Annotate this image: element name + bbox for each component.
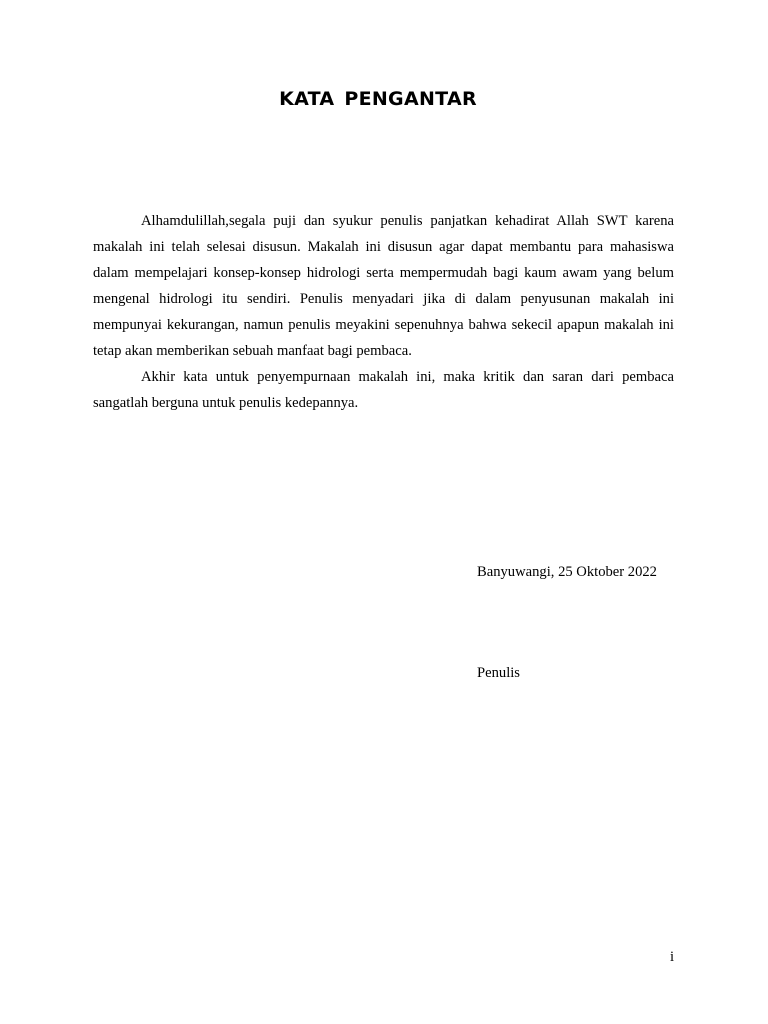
page-title: KATA PENGANTAR — [279, 88, 477, 110]
place-date: Banyuwangi, 25 Oktober 2022 — [477, 564, 657, 580]
signature-name: Penulis — [477, 665, 520, 681]
page-number: i — [670, 949, 675, 965]
paragraph-2: Akhir kata untuk penyempurnaan makalah ini, maka kritik dan saran dari pembaca sangatlah berguna untuk penulis kedepannya. — [93, 369, 674, 411]
body-text — [93, 208, 674, 416]
paragraph-1: Alhamdulillah,segala puji dan syukur penulis panjatkan kehadirat Allah SWT karena makalah ini telah selesai disusun. Makalah ini disusun agar dapat membantu para mahasiswa dalam mempelajari konsep-konsep hidrologi serta mempermudah bagi kaum awam yang belum mengenal hidrologi itu sendiri. Penulis menyadari jika di dalam penyusunan makalah ini mempunyai kekurangan, namun penulis meyakini sepenuhnya bahwa sekecil apapun makalah ini tetap akan memberikan sebuah manfaat bagi pembaca. — [93, 213, 674, 359]
